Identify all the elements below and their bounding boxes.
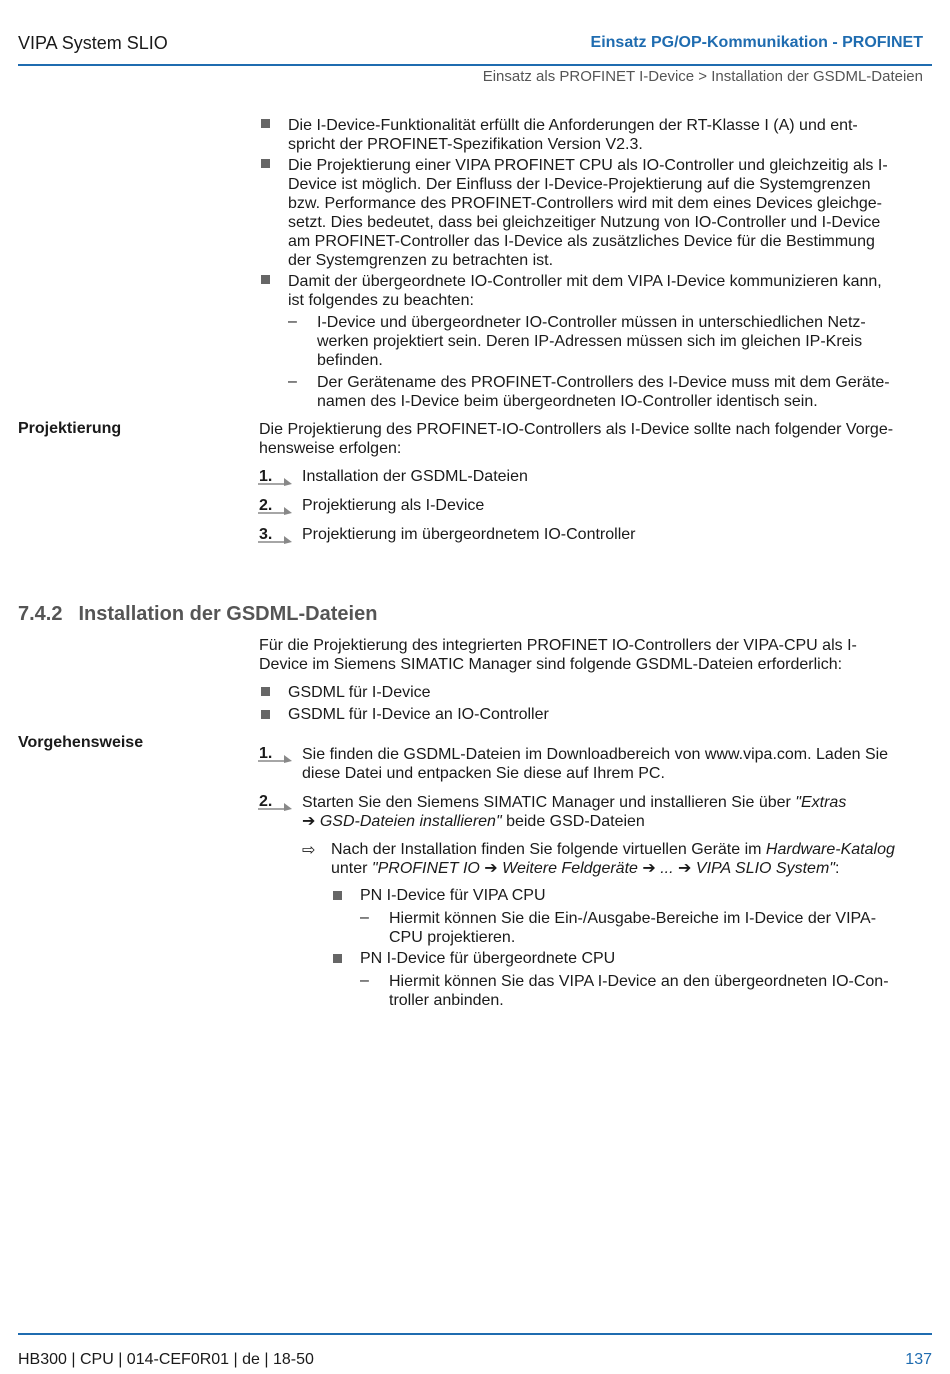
dash-bullet: –	[360, 909, 369, 926]
vorgehensweise-step-1: Sie finden die GSDML-Dateien im Downloadbereich von www.vipa.com. Laden Sie diese Datei und entpacken Sie diese auf Ihrem PC.	[302, 746, 889, 782]
step-number: 2.	[259, 793, 273, 810]
section-title: Installation der GSDML-Dateien	[78, 603, 378, 625]
intro-bullet-3: Damit der übergeordnete IO-Controller mit dem VIPA I-Device kommunizieren kann, ist folgendes zu beachten:	[288, 273, 882, 309]
footer-doc-id: HB300 | CPU | 014-CEF0R01 | de | 18-50	[18, 1351, 314, 1368]
step-arrow-icon	[258, 534, 294, 544]
menu-arrow-icon: ➔	[678, 860, 692, 877]
side-label-vorgehensweise: Vorgehensweise	[18, 734, 144, 751]
dash-bullet: –	[288, 313, 297, 330]
header-chapter: Einsatz PG/OP-Kommunikation - PROFINET	[590, 34, 923, 51]
dash-bullet: –	[360, 972, 369, 989]
device-desc-1: Hiermit können Sie die Ein-/Ausgabe-Bereiche im I-Device der VIPA- CPU projektieren.	[389, 910, 877, 946]
projektierung-step-1: Installation der GSDML-Dateien	[302, 468, 528, 485]
step-arrow-icon	[258, 505, 294, 515]
gsdml-file-1: GSDML für I-Device	[288, 684, 431, 701]
menu-arrow-icon: ➔	[302, 813, 316, 830]
intro-bullet-1: Die I-Device-Funktionalität erfüllt die Anforderungen der RT-Klasse I (A) und ent- spricht der PROFINET-Spezifikation Version V2.3.	[288, 117, 858, 153]
step-arrow-icon	[258, 801, 294, 811]
bullet-square-icon	[261, 275, 270, 284]
section-heading	[18, 603, 377, 626]
projektierung-step-2: Projektierung als I-Device	[302, 497, 485, 514]
result-arrow-icon: ⇨	[302, 842, 316, 859]
bullet-square-icon	[261, 119, 270, 128]
bullet-square-icon	[261, 710, 270, 719]
header-product: VIPA System SLIO	[18, 33, 168, 53]
device-name-2: PN I-Device für übergeordnete CPU	[360, 950, 616, 967]
step-arrow-icon	[258, 476, 294, 486]
projektierung-text: Die Projektierung des PROFINET-IO-Controllers als I-Device sollte nach folgender Vorge- hensweise erfolgen:	[259, 421, 894, 457]
dash-bullet: –	[288, 373, 297, 390]
bullet-square-icon	[261, 687, 270, 696]
device-name-1: PN I-Device für VIPA CPU	[360, 887, 546, 904]
side-label-projektierung: Projektierung	[18, 420, 122, 437]
step-number: 1.	[259, 468, 273, 485]
intro-bullet-2: Die Projektierung einer VIPA PROFINET CPU als IO-Controller und gleichzeitig als I- Device ist möglich. Der Einfluss der I-Device-Projektierung auf die Systemgrenzen bzw. Performance des PROFINET-Controllers wird mit dem eines Devices gleichge- setzt. Dies bedeutet, dass bei gleichzeitiger Nutzung von IO-Controller und I-Device am PROFINET-Controller das I-Device als zusätzliches Device für die Bestimmung der Systemgrenzen zu betrachten ist.	[288, 157, 888, 269]
step-number: 3.	[259, 526, 273, 543]
footer-divider	[18, 1333, 932, 1335]
header-divider	[18, 64, 932, 66]
section-number: 7.4.2	[18, 603, 63, 625]
breadcrumb: Einsatz als PROFINET I-Device > Installation der GSDML-Dateien	[482, 68, 923, 85]
intro-dash-1: I-Device und übergeordneter IO-Controller müssen in unterschiedlichen Netz- werken projektiert sein. Deren IP-Adressen müssen sich im gleichen IP-Kreis befinden.	[317, 314, 866, 369]
menu-arrow-icon: ➔	[642, 860, 656, 877]
result-text: Nach der Installation finden Sie folgende virtuellen Geräte im Hardware-Katalog unter "PROFINET IO ➔ Weitere Feldgeräte ➔ ... ➔ VIPA SLIO System":	[331, 841, 895, 877]
step-arrow-icon	[258, 753, 294, 763]
vorgehensweise-step-2: Starten Sie den Siemens SIMATIC Manager und installieren Sie über "Extras ➔ GSD-Dateien installieren" beide GSD-Dateien	[302, 794, 847, 830]
section-intro: Für die Projektierung des integrierten PROFINET IO-Controllers der VIPA-CPU als I- Device im Siemens SIMATIC Manager sind folgende GSDML-Dateien erforderlich:	[259, 637, 857, 673]
menu-arrow-icon: ➔	[484, 860, 498, 877]
projektierung-step-3: Projektierung im übergeordnetem IO-Controller	[302, 526, 636, 543]
device-desc-2: Hiermit können Sie das VIPA I-Device an den übergeordneten IO-Con- troller anbinden.	[389, 973, 889, 1009]
gsdml-file-2: GSDML für I-Device an IO-Controller	[288, 706, 549, 723]
bullet-square-icon	[261, 159, 270, 168]
step-number: 1.	[259, 745, 273, 762]
page-number: 137	[905, 1351, 932, 1368]
step-number: 2.	[259, 497, 273, 514]
bullet-square-icon	[333, 954, 342, 963]
intro-dash-2: Der Gerätename des PROFINET-Controllers des I-Device muss mit dem Geräte- namen des I-Device beim übergeordneten IO-Controller identisch sein.	[317, 374, 890, 410]
bullet-square-icon	[333, 891, 342, 900]
